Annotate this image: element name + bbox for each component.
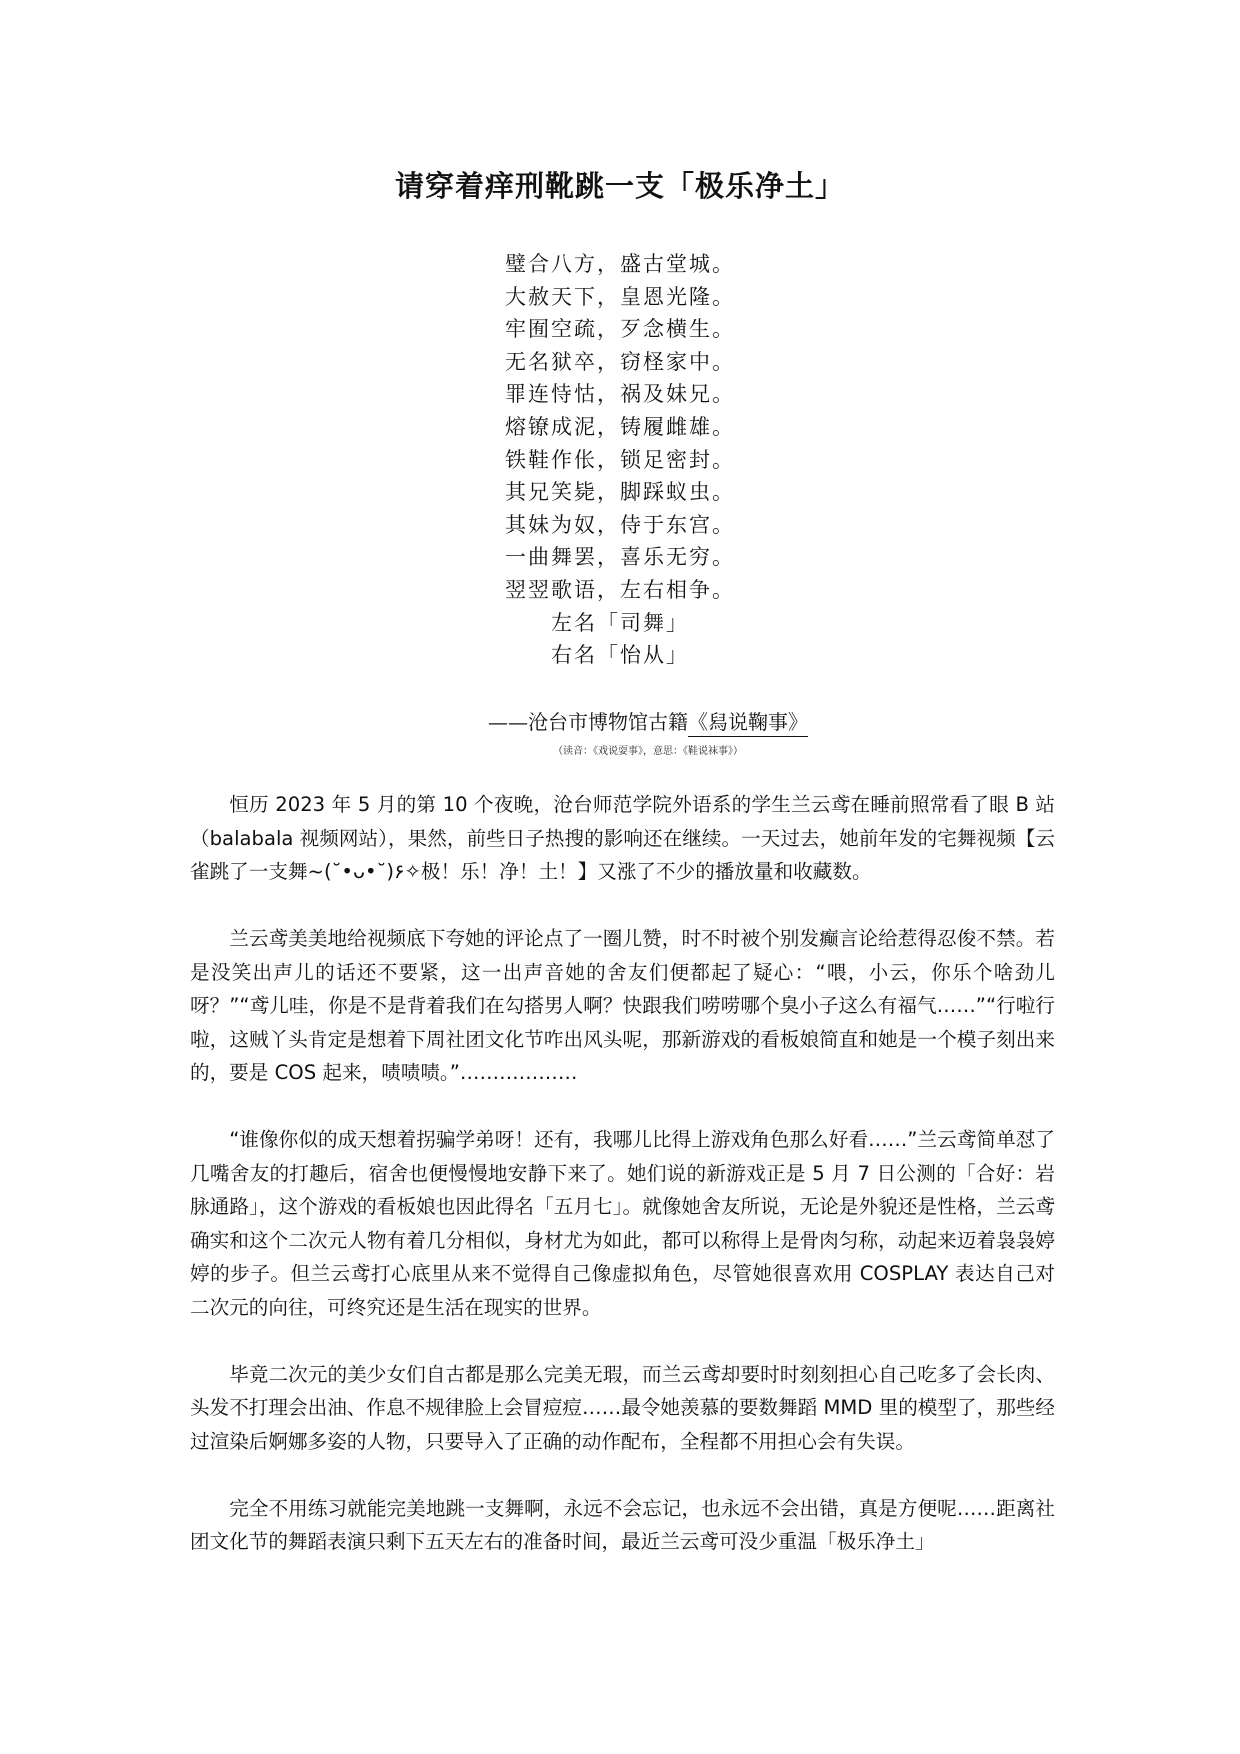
poem-line: 无名狱卒，窃柽家中。: [505, 349, 735, 374]
poem-line: 熔镣成泥，铸履雌雄。: [505, 414, 735, 439]
story-paragraph: 恒历 2023 年 5 月的第 10 个夜晚，沧台师范学院外语系的学生兰云鸢在睡前照常看了眼 B 站（balabala 视频网站），果然，前些日子热搜的影响还在继续。一天过去，她前年发的宅舞视频【云雀跳了一支舞~(˘•ᴗ•˘)۶✧极！乐！净！土！】又涨了不少的播放量和收藏数。: [190, 793, 1055, 883]
story-body: [190, 788, 1055, 1592]
pronunciation-note: （读音：《戏说耍事》，意思：《鞋说袜事》）: [553, 746, 743, 757]
poem-line: 左名「司舞」: [551, 610, 689, 635]
poem-line: 翌翌歌语，左右相争。: [505, 577, 735, 602]
poem-line: 罪连恃怙，祸及妹兄。: [505, 382, 735, 407]
poem-line: 其兄笑毙，脚踩蚁虫。: [505, 480, 735, 505]
poem-line: 其妹为奴，侍于东宫。: [505, 512, 735, 537]
poem-block: [0, 248, 1240, 672]
story-paragraph: 兰云鸢美美地给视频底下夸她的评论点了一圈儿赞，时不时被个别发癫言论给惹得忍俊不禁。若是没笑出声儿的话还不要紧，这一出声音她的舍友们便都起了疑心：“喂，小云，你乐个啥劲儿呀？”“鸢儿哇，你是不是背着我们在勾搭男人啊？快跟我们唠唠哪个臭小子这么有福气……”“行啦行啦，这贼丫头肯定是想着下周社团文化节咋出风头呢，那新游戏的看板娘简直和她是一个模子刻出来的，要是 COS 起来，啧啧啧。”………………: [190, 927, 1055, 1084]
poem-line: 璧合八方，盛古堂城。: [505, 252, 735, 276]
story-paragraph: 毕竟二次元的美少女们自古都是那么完美无瑕，而兰云鸢却要时时刻刻担心自己吃多了会长肉、头发不打理会出油、作息不规律脸上会冒痘痘……最令她羡慕的要数舞蹈 MMD 里的模型了，那些经过渲染后婀娜多姿的人物，只要导入了正确的动作配布，全程都不用担心会有失误。: [190, 1362, 1055, 1453]
poem-line: 铁鞋作伥，锁足密封。: [505, 447, 735, 472]
story-paragraph: “谁像你似的成天想着拐骗学弟呀！还有，我哪儿比得上游戏角色那么好看……”兰云鸢简单怼了几嘴舍友的打趣后，宿舍也便慢慢地安静下来了。她们说的新游戏正是 5 月 7 日公测的「合好：岩脉通路」，这个游戏的看板娘也因此得名「五月七」。就像她舍友所说，无论是外貌还是性格，兰云鸢确实和这个二次元人物有着几分相似，身材尤为如此，都可以称得上是骨肉匀称，动起来迈着袅袅婷婷的步子。但兰云鸢打心底里从来不觉得自己像虚拟角色，尽管她很喜欢用 COSPLAY 表达自己对二次元的向往，可终究还是生活在现实的世界。: [190, 1128, 1055, 1319]
story-paragraph: 完全不用练习就能完美地跳一支舞啊，永远不会忘记，也永远不会出错，真是方便呢……距离社团文化节的舞蹈表演只剩下五天左右的准备时间，最近兰云鸢可没少重温「极乐净土」: [190, 1496, 1055, 1553]
poem-line: 大赦天下，皇恩光隆。: [505, 284, 735, 309]
poem-line: 牢囿空疏，歹念横生。: [505, 317, 735, 342]
document-title: 请穿着痒刑靴跳一支「极乐净土」: [394, 169, 845, 203]
poem-line: 一曲舞罢，喜乐无穷。: [505, 545, 735, 570]
poem-source: [0, 706, 1240, 735]
poem-line: 右名「怡从」: [551, 643, 689, 668]
source-book-title: 《舄说鞠事》: [688, 710, 808, 737]
source-prefix: ——沧台市博物馆古籍: [488, 710, 688, 734]
